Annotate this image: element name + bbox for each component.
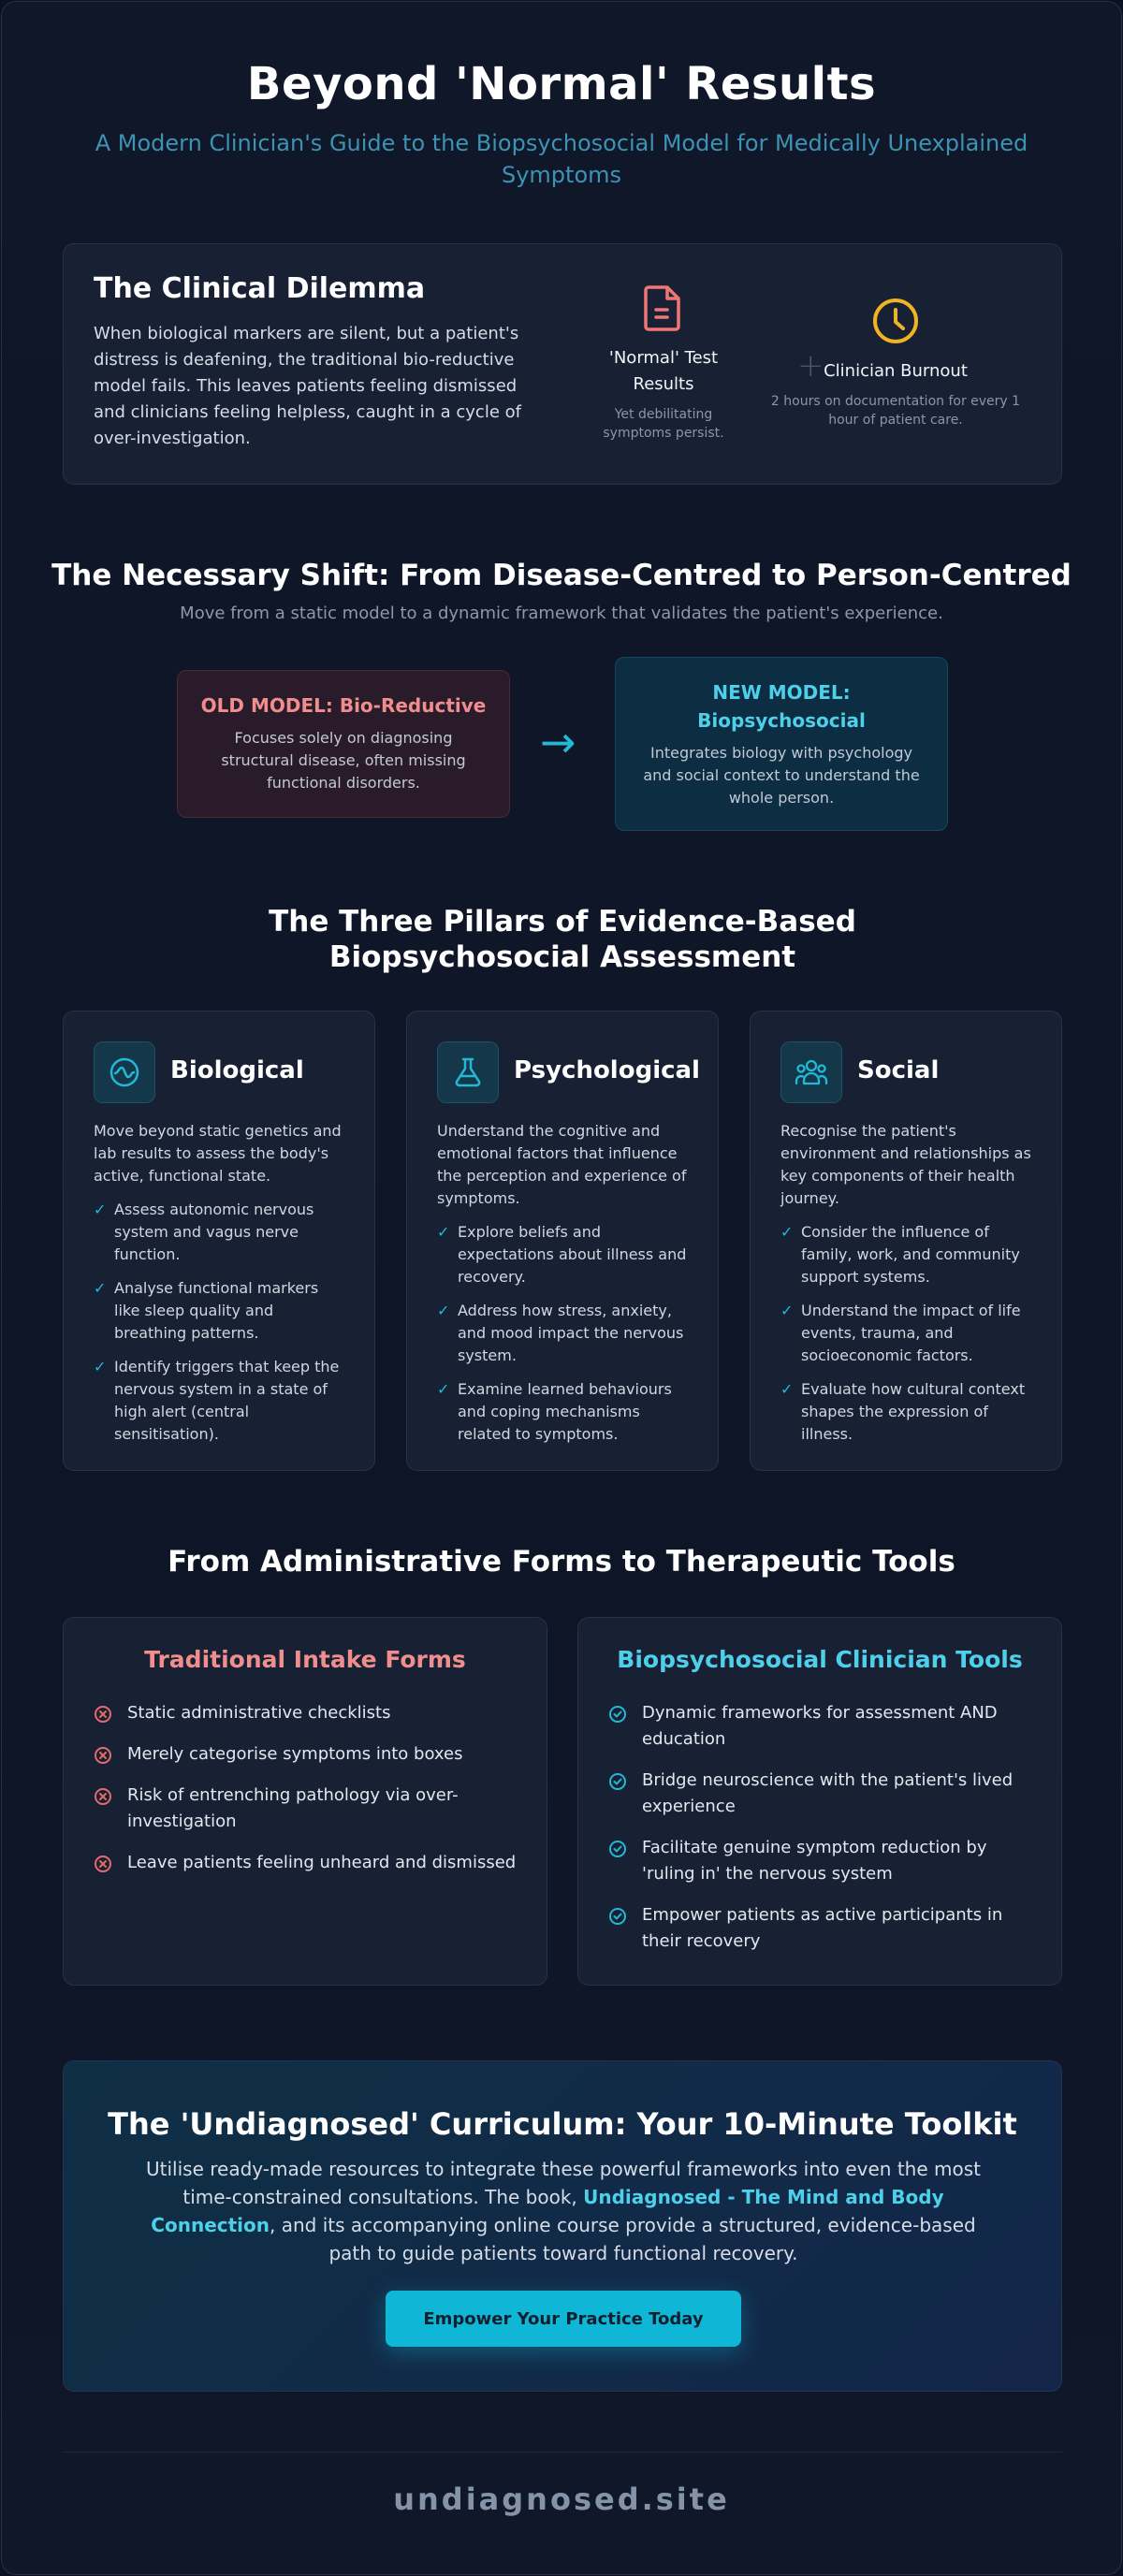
clinical-dilemma-card (63, 243, 1062, 485)
clock-icon (871, 297, 920, 345)
curriculum-text: Utilise ready-made resources to integrate these powerful frameworks into even the most time-constrained consultations. The book, Undiagnosed - The Mind and Body Connection, and its accompanying online course provide a structured, evidence-based path to guide patients toward functional recovery. (146, 2158, 981, 2264)
check-icon: ✓ (780, 1223, 794, 1241)
flask-icon (451, 1055, 485, 1089)
shift-title: The Necessary Shift: From Disease-Centred to Person-Centred (51, 559, 1072, 592)
old-model-card (177, 670, 510, 818)
new-model-text: Integrates biology with psychology and social context to understand the whole person. (643, 744, 920, 807)
dilemma-title: The Clinical Dilemma (94, 272, 426, 305)
list-item: Risk of entrenching pathology via over-investigation (94, 1783, 524, 1835)
pillar-intro: Move beyond static genetics and lab results to assess the body's active, functional state. (94, 1122, 342, 1185)
check-icon: ✓ (780, 1302, 794, 1319)
traditional-forms-list (94, 1700, 524, 1876)
list-item: ✓ Explore beliefs and expectations about illness and recovery. (437, 1223, 687, 1286)
pillar-points (780, 1221, 1035, 1457)
page-title: Beyond 'Normal' Results (246, 58, 877, 110)
curriculum-title: The 'Undiagnosed' Curriculum: Your 10-Minute Toolkit (108, 2106, 1017, 2142)
clinician-tools-card (577, 1617, 1062, 1986)
list-item: ✓ Examine learned behaviours and coping mechanisms related to symptoms. (437, 1380, 672, 1443)
pillar-biological (63, 1011, 375, 1471)
check-icon: ✓ (94, 1358, 107, 1375)
pillar-points (94, 1199, 348, 1457)
people-icon (794, 1055, 829, 1089)
list-item: ✓ Consider the influence of family, work, and community support systems. (780, 1223, 1020, 1286)
pillar-psychological (406, 1011, 719, 1471)
new-model-title: NEW MODEL: Biopsychosocial (697, 681, 866, 732)
burnout-label: Clinician Burnout (824, 361, 968, 381)
hero (2, 58, 1121, 191)
plus-sign: + (797, 347, 824, 385)
footer-site-link[interactable]: undiagnosed.site (393, 2481, 730, 2517)
list-item: Leave patients feeling unheard and dismissed (94, 1850, 524, 1876)
check-icon: ✓ (780, 1380, 794, 1398)
new-model-card (615, 657, 948, 831)
traditional-forms-title: Traditional Intake Forms (144, 1646, 466, 1673)
list-item: Merely categorise symptoms into boxes (94, 1741, 524, 1768)
list-item: Empower patients as active participants in their recovery (608, 1902, 1039, 1955)
check-circle-icon (608, 1907, 627, 1926)
clinician-tools-list (608, 1700, 1039, 1955)
list-item: ✓ Assess autonomic nervous system and vagus nerve function. (94, 1201, 314, 1263)
pillar-intro: Recognise the patient's environment and relationships as key components of their health journey. (780, 1122, 1031, 1207)
check-icon: ✓ (94, 1279, 107, 1297)
normal-results-label: 'Normal' Test Results (608, 348, 719, 394)
list-item: ✓ Identify triggers that keep the nervous system in a state of high alert (central sensitisation). (94, 1358, 340, 1443)
shift-subtitle: Move from a static model to a dynamic framework that validates the patient's experience. (180, 604, 943, 623)
page (1, 1, 1122, 2575)
check-icon: ✓ (437, 1302, 450, 1319)
pillar-title: Psychological (514, 1056, 700, 1084)
pillar-title: Social (857, 1056, 940, 1084)
x-circle-icon (94, 1746, 112, 1765)
pillars-title: The Three Pillars of Evidence-Based Biopsychosocial Assessment (269, 905, 856, 974)
pulse-icon (108, 1055, 141, 1089)
list-item: Dynamic frameworks for assessment AND education (608, 1700, 1039, 1753)
pillar-intro: Understand the cognitive and emotional factors that influence the perception and experience of symptoms. (437, 1122, 687, 1207)
check-icon: ✓ (94, 1201, 107, 1218)
normal-results-stat (593, 284, 734, 443)
burnout-stat (764, 297, 1028, 429)
list-item: ✓ Evaluate how cultural context shapes the expression of illness. (780, 1380, 1026, 1443)
burnout-note: 2 hours on documentation for every 1 hour of patient care. (770, 394, 1021, 428)
list-item: Facilitate genuine symptom reduction by 'ruling in' the nervous system (608, 1835, 1039, 1887)
list-item: ✓ Address how stress, anxiety, and mood impact the nervous system. (437, 1302, 684, 1364)
check-circle-icon (608, 1705, 627, 1724)
x-circle-icon (94, 1705, 112, 1724)
list-item: Bridge neuroscience with the patient's lived experience (608, 1768, 1039, 1820)
check-circle-icon (608, 1840, 627, 1858)
pillar-icon-box (780, 1041, 842, 1103)
check-circle-icon (608, 1772, 627, 1791)
old-model-text: Focuses solely on diagnosing structural disease, often missing functional disorders. (221, 729, 466, 792)
old-model-title: OLD MODEL: Bio-Reductive (200, 694, 487, 717)
clinician-tools-title: Biopsychosocial Clinician Tools (617, 1646, 1023, 1673)
normal-results-note: Yet debilitating symptoms persist. (603, 407, 724, 441)
x-circle-icon (94, 1787, 112, 1806)
list-item: ✓ Analyse functional markers like sleep quality and breathing patterns. (94, 1279, 319, 1342)
empower-practice-button[interactable]: Empower Your Practice Today (386, 2291, 741, 2347)
pillar-icon-box (437, 1041, 499, 1103)
forms-title: From Administrative Forms to Therapeutic Tools (168, 1545, 955, 1579)
book-title-link[interactable]: Undiagnosed - The Mind and Body Connection (151, 2186, 944, 2236)
page-subtitle: A Modern Clinician's Guide to the Biopsychosocial Model for Medically Unexplained Symptoms (95, 130, 1028, 188)
dilemma-text: When biological markers are silent, but a patient's distress is deafening, the traditional bio-reductive model fails. This leaves patients feeling dismissed and clinicians feeling helpless, caught in a cycle of over-investigation. (94, 324, 521, 448)
pillar-icon-box (94, 1041, 155, 1103)
pillar-points (437, 1221, 692, 1457)
curriculum-card (63, 2060, 1062, 2392)
pillar-title: Biological (170, 1056, 304, 1084)
x-circle-icon (94, 1855, 112, 1873)
list-item: Static administrative checklists (94, 1700, 524, 1726)
arrow-right-icon: → (540, 717, 576, 767)
traditional-forms-card (63, 1617, 547, 1986)
check-icon: ✓ (437, 1380, 450, 1398)
list-item: ✓ Understand the impact of life events, trauma, and socioeconomic factors. (780, 1302, 1021, 1364)
document-icon (643, 284, 684, 332)
check-icon: ✓ (437, 1223, 450, 1241)
pillar-social (750, 1011, 1062, 1471)
